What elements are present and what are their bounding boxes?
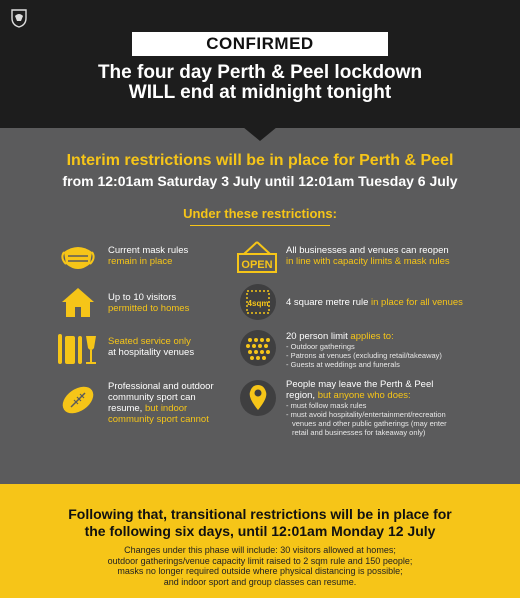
- transitional-title: [0, 506, 520, 540]
- transitional-body-line1: Changes under this phase will include: 30 visitors allowed at homes;: [124, 545, 396, 555]
- location-pin-icon: [238, 378, 278, 418]
- seated-rule: [108, 336, 194, 358]
- leave-rule-white: region,: [286, 390, 318, 401]
- transitional-body-line3: masks no longer required outside where physical distancing is possible;: [117, 566, 403, 576]
- sport-rule-line4: community sport cannot: [108, 414, 209, 425]
- sport-rule: [108, 381, 214, 425]
- dining-icon: [56, 328, 100, 368]
- limit-rule: [286, 331, 442, 369]
- visitors-rule: [108, 292, 189, 314]
- divider: [190, 225, 330, 226]
- headline-line-1: The four day Perth & Peel lockdown: [97, 62, 423, 83]
- business-rule: [286, 245, 450, 267]
- sport-rule-line3: [108, 403, 214, 414]
- confirmed-badge: CONFIRMED: [132, 32, 388, 56]
- limit-bullet-1: - Outdoor gatherings: [286, 342, 355, 351]
- business-rule-line1: All businesses and venues can reopen: [286, 245, 449, 256]
- headline: [0, 63, 520, 103]
- mask-rule: [108, 245, 188, 267]
- interim-dates: from 12:01am Saturday 3 July until 12:01am Tuesday 6 July: [62, 173, 458, 189]
- panel-divider: [0, 484, 520, 502]
- sqm-rule-yellow: in place for all venues: [371, 297, 463, 308]
- down-arrow-icon: [243, 127, 277, 141]
- leave-rule-line1: People may leave the Perth & Peel: [286, 379, 434, 390]
- under-heading: Under these restrictions:: [183, 206, 337, 221]
- leave-bullet-1: - must follow mask rules: [286, 401, 367, 410]
- leave-bullet-3: venues and other public gatherings (may enter: [292, 419, 447, 428]
- transitional-body: [0, 545, 520, 587]
- sqm-rule: [286, 297, 463, 308]
- sport-rule-line3-yellow: but indoor: [144, 403, 188, 414]
- four-sqm-icon: [238, 282, 278, 322]
- limit-bullet-3: - Guests at weddings and funerals: [286, 360, 400, 369]
- sqm-rule-white: 4 square metre rule: [286, 297, 372, 308]
- interim-title: Interim restrictions will be in place for Perth & Peel: [66, 152, 454, 169]
- sport-rule-line2: community sport can: [108, 392, 196, 403]
- headline-line-2: WILL end at midnight tonight: [128, 82, 392, 103]
- open-sign-text: OPEN: [241, 259, 273, 271]
- football-icon: [58, 380, 98, 420]
- leave-bullet-2: - must avoid hospitality/entertainment/recreation: [286, 410, 446, 419]
- people-dots-icon: [238, 328, 278, 368]
- open-sign-icon: [236, 238, 278, 278]
- limit-rule-yellow: applies to:: [350, 331, 394, 342]
- transitional-title-line2: the following six days, until 12:01am Monday 12 July: [84, 523, 436, 539]
- seated-rule-line1: Seated service only: [108, 336, 191, 347]
- business-rule-line2: in line with capacity limits & mask rules: [286, 256, 450, 267]
- transitional-body-line2: outdoor gatherings/venue capacity limit raised to 2 sqm rule and 150 people;: [107, 555, 413, 566]
- limit-rule-white: 20 person limit: [286, 331, 351, 342]
- limit-rule-heading: [286, 331, 442, 342]
- sport-rule-line3-white: resume,: [108, 403, 145, 414]
- leave-rule: [286, 379, 447, 437]
- limit-bullet-2: - Patrons at venues (excluding retail/takeaway): [286, 351, 442, 360]
- transitional-body-line4: and indoor sport and group classes can resume.: [163, 576, 357, 587]
- seated-rule-line2: at hospitality venues: [108, 347, 195, 358]
- government-crest-icon: [10, 8, 28, 28]
- sport-rule-line1: Professional and outdoor: [108, 381, 214, 392]
- transitional-title-line1: Following that, transitional restrictions will be in place for: [68, 506, 452, 522]
- mask-icon: [58, 238, 98, 278]
- leave-rule-line2: [286, 390, 447, 401]
- leave-bullet-4: retail and businesses for takeaway only): [292, 428, 426, 437]
- leave-rule-yellow: but anyone who does:: [317, 390, 411, 401]
- sqm-badge-text: 4sqm: [247, 299, 269, 308]
- visitors-rule-line2: permitted to homes: [108, 303, 190, 314]
- mask-rule-line1: Current mask rules: [108, 245, 189, 256]
- mask-rule-line2: remain in place: [108, 256, 173, 267]
- house-icon: [58, 282, 98, 322]
- visitors-rule-line1: Up to 10 visitors: [108, 292, 177, 303]
